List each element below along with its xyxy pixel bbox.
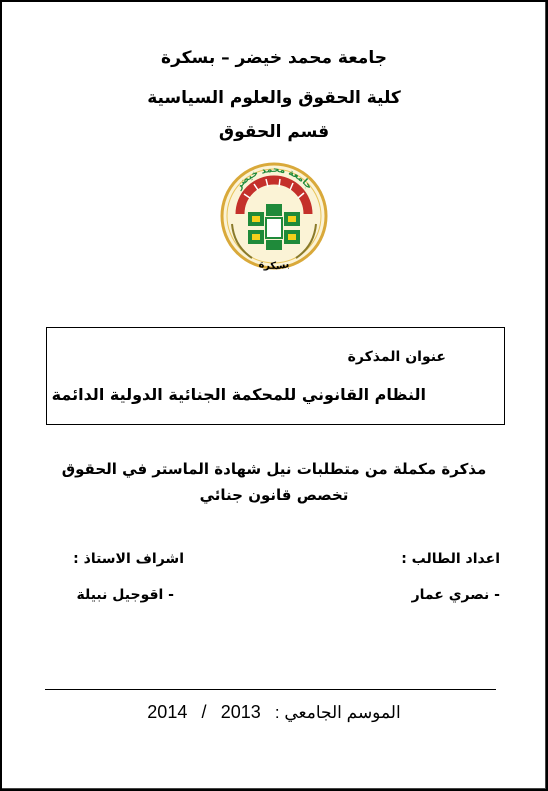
thesis-title: النظام القانوني للمحكمة الجنائية الدولية الدائمة [51, 385, 426, 404]
supervised-by-label: اشراف الاستاذ : [73, 551, 184, 567]
thesis-title-label: عنوان المذكرة [347, 349, 446, 365]
year-from: 2013 [220, 702, 261, 722]
specialization: تخصص قانون جنائي [199, 486, 349, 504]
svg-text:جامعة محمد خيضر: جامعة محمد خيضر [234, 164, 314, 192]
svg-text:بسكرة: بسكرة [257, 258, 291, 273]
divider-line [45, 689, 496, 690]
supervisor-name: - اقوجيل نبيلة [76, 587, 174, 603]
thesis-title-box [46, 327, 505, 425]
university-seal-logo [218, 154, 330, 280]
year-separator: / [201, 702, 207, 722]
student-name: - نصري عمار [411, 587, 500, 603]
department-name: قسم الحقوق [218, 122, 330, 142]
faculty-name: كلية الحقوق والعلوم السياسية [147, 88, 401, 108]
prepared-by-label: اعداد الطالب : [401, 551, 500, 567]
memo-description: مذكرة مكملة من متطلبات نيل شهادة الماستر في الحقوق [61, 460, 487, 478]
academic-year [2, 702, 546, 723]
academic-year-label: الموسم الجامعي : [274, 703, 401, 722]
university-name: جامعة محمد خيضر – بسكرة [161, 48, 387, 68]
year-to: 2014 [147, 702, 188, 722]
